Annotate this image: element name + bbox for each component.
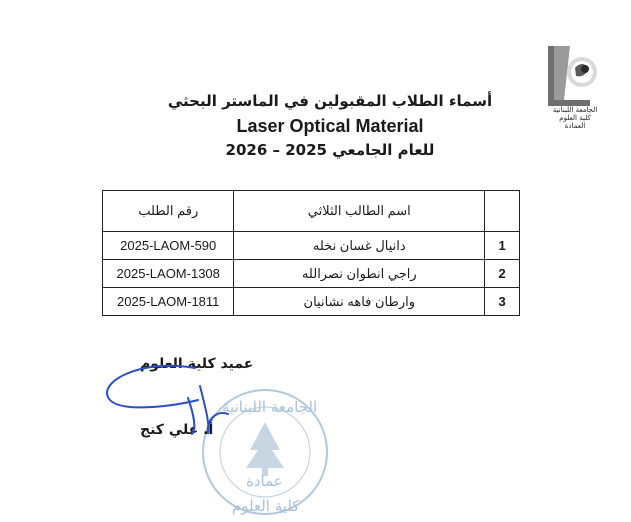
- header-index: [485, 191, 520, 232]
- dean-title: عميد كلية العلوم: [140, 356, 254, 372]
- header-student-name: اسم الطالب الثلاثي: [234, 191, 485, 232]
- logo-caption-line-3: العمادة: [564, 122, 586, 130]
- stamp-middle-text: عمادة: [246, 472, 283, 490]
- student-name: راجي انطوان نصرالله: [234, 260, 485, 288]
- student-name: وارطان فاهه نشانيان: [234, 288, 485, 316]
- program-title: Laser Optical Material: [236, 116, 424, 136]
- header-request-number: رقم الطلب: [103, 191, 234, 232]
- stamp-bottom-text: كلية العلوم: [232, 497, 300, 515]
- student-name: دانيال غسان نخله: [234, 232, 485, 260]
- request-number: 2025-LAOM-1811: [103, 288, 234, 316]
- stamp-top-text: الجامعة اللبنانية: [222, 398, 318, 416]
- table-header-row: [103, 191, 520, 232]
- logo-caption-line-1: الجامعة اللبنانية: [552, 106, 598, 114]
- academic-year: للعام الجامعي 2025 – 2026: [225, 141, 435, 159]
- row-index: 2: [485, 260, 520, 288]
- dean-name: أ. علي كنج: [140, 422, 214, 438]
- row-index: 3: [485, 288, 520, 316]
- cedar-tree-icon: [246, 422, 284, 468]
- request-number: 2025-LAOM-590: [103, 232, 234, 260]
- handwritten-signature: [100, 358, 240, 438]
- table-row: [103, 288, 520, 316]
- students-table: [102, 190, 520, 316]
- table-row: [103, 232, 520, 260]
- request-number: 2025-LAOM-1308: [103, 260, 234, 288]
- row-index: 1: [485, 232, 520, 260]
- table-row: [103, 260, 520, 288]
- logo-caption-line-2: كلية العلوم: [559, 114, 591, 122]
- faculty-logo-icon: [540, 40, 610, 108]
- document-title-arabic: أسماء الطلاب المقبولين في الماستر البحثي: [167, 92, 493, 110]
